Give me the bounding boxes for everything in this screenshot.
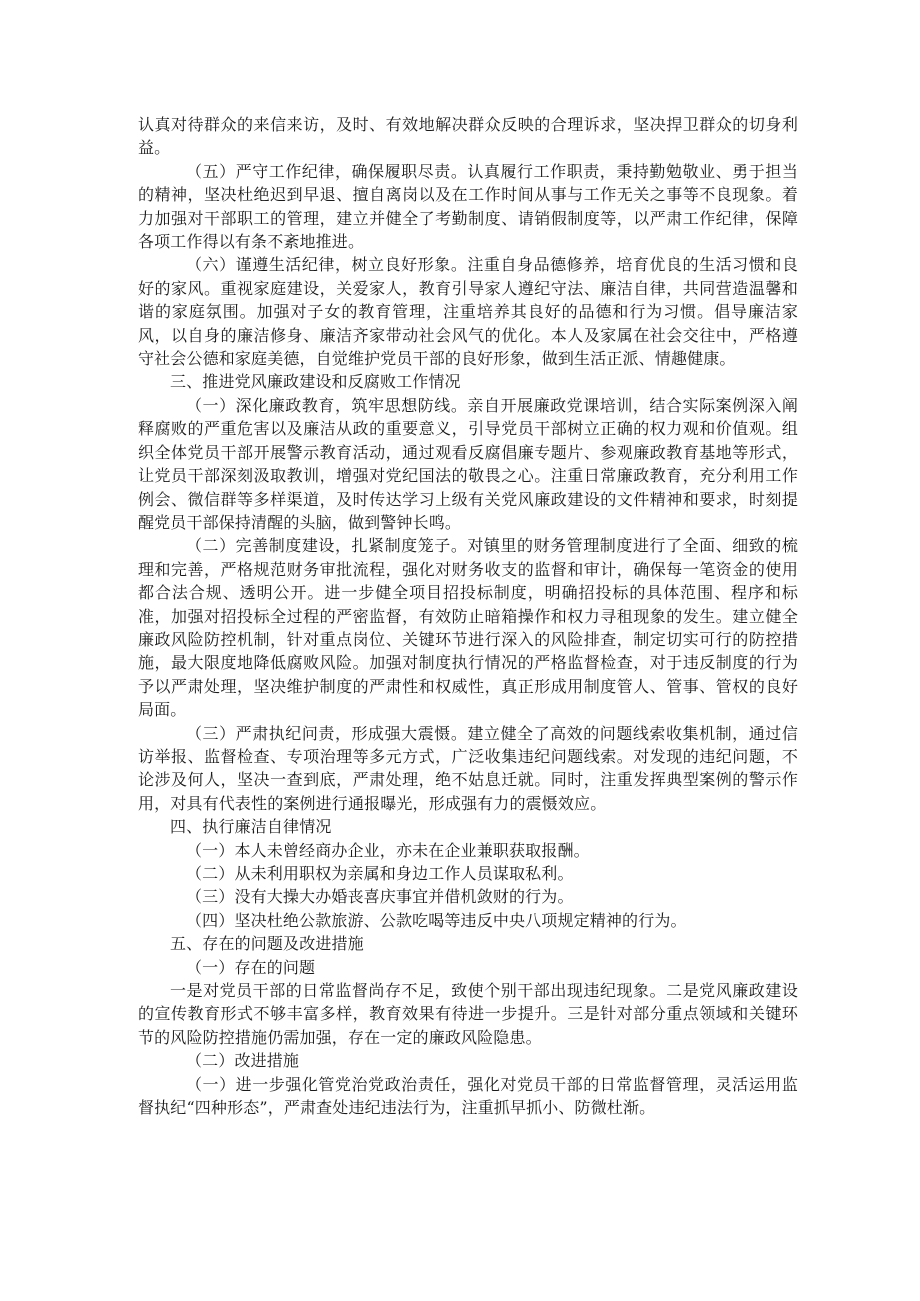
paragraph: 认真对待群众的来信来访，及时、有效地解决群众反映的合理诉求，坚决捍卫群众的切身利益。 — [138, 115, 798, 158]
section-heading: 三、推进党风廉政建设和反腐败工作情况 — [170, 372, 461, 392]
list-item: （二）从未利用职权为亲属和身边工作人员谋取私利。 — [186, 864, 574, 883]
paragraph: （一）进一步强化管党治党政治责任，强化对党员干部的日常监督管理，灵活运用监督执纪“四种形态”，严肃查处违纪违法行为，注重抓早抓小、防微杜渐。 — [138, 1074, 798, 1118]
section-heading: 五、存在的问题及改进措施 — [170, 934, 364, 954]
paragraph: （六）谨遵生活纪律，树立良好形象。注重自身品德修养，培育优良的生活习惯和良好的家风。重视家庭建设，关爱家人，教育引导家人遵纪守法、廉洁自律，共同营造温馨和谐的家庭氛围。加强对子女的教育管理，注重培养其良好的品德和行为习惯。倡导廉洁家风，以自身的廉洁修身、廉洁齐家带动社会风气的优化。本人及家属在社会交往中，严格遵守社会公德和家庭美德，自觉维护党员干部的良好形象，做到生活正派、情趣健康。 — [138, 255, 798, 369]
subsection-heading: （一）存在的问题 — [186, 957, 316, 977]
paragraph: （三）严肃执纪问责，形成强大震慑。建立健全了高效的问题线索收集机制，通过信访举报、监督检查、专项治理等多元方式，广泛收集违纪问题线索。对发现的违纪问题，不论涉及何人，坚决一查到底，严肃处理，绝不姑息迁就。同时，注重发挥典型案例的警示作用，对具有代表性的案例进行通报曝光，形成强有力的震慑效应。 — [138, 723, 798, 813]
list-item: （四）坚决杜绝公款旅游、公款吃喝等违反中央八项规定精神的行为。 — [186, 910, 687, 930]
paragraph: （二）完善制度建设，扎紧制度笼子。对镇里的财务管理制度进行了全面、细致的梳理和完善，严格规范财务审批流程，强化对财务收支的监督和审计，确保每一笔资金的使用都合法合规、透明公开。进一步健全项目招投标制度，明确招投标的具体范围、程序和标准，加强对招投标全过程的严密监督，有效防止暗箱操作和权力寻租现象的发生。建立健全廉政风险防控机制，针对重点岗位、关键环节进行深入的风险排查，制定切实可行的防控措施，最大限度地降低腐败风险。加强对制度执行情况的严格监督检查，对于违反制度的行为予以严肃处理，坚决维护制度的严肃性和权威性，真正形成用制度管人、管事、管权的良好局面。 — [138, 536, 798, 720]
subsection-heading: （二）改进措施 — [186, 1051, 300, 1071]
paragraph: （五）严守工作纪律，确保履职尽责。认真履行工作职责，秉持勤勉敬业、勇于担当的精神，坚决杜绝迟到早退、擅自离岗以及在工作时间从事与工作无关之事等不良现象。着力加强对干部职工的管理，建立并健全了考勤制度、请销假制度等，以严肃工作纪律，保障各项工作得以有条不紊地推进。 — [138, 161, 798, 252]
section-heading: 四、执行廉洁自律情况 — [170, 817, 332, 837]
paragraph: （一）深化廉政教育，筑牢思想防线。亲自开展廉政党课培训，结合实际案例深入阐释腐败的严重危害以及廉洁从政的重要意义，引导党员干部树立正确的权力观和价值观。组织全体党员干部开展警示教育活动，通过观看反腐倡廉专题片、参观廉政教育基地等形式，让党员干部深刻汲取教训，增强对党纪国法的敬畏之心。注重日常廉政教育，充分利用工作例会、微信群等多样渠道，及时传达学习上级有关党风廉政建设的文件精神和要求，时刻提醒党员干部保持清醒的头脑，做到警钟长鸣。 — [138, 395, 798, 532]
document-body — [138, 113, 798, 1119]
list-item: （一）本人未曾经商办企业，亦未在企业兼职获取报酬。 — [186, 840, 590, 860]
list-item: （三）没有大操大办婚丧喜庆事宜并借机敛财的行为。 — [186, 887, 574, 907]
paragraph: 一是对党员干部的日常监督尚存不足，致使个别干部出现违纪现象。二是党风廉政建设的宣传教育形式不够丰富多样，教育效果有待进一步提升。三是针对部分重点领域和关键环节的风险防控措施仍需加强，存在一定的廉政风险隐患。 — [138, 981, 798, 1047]
